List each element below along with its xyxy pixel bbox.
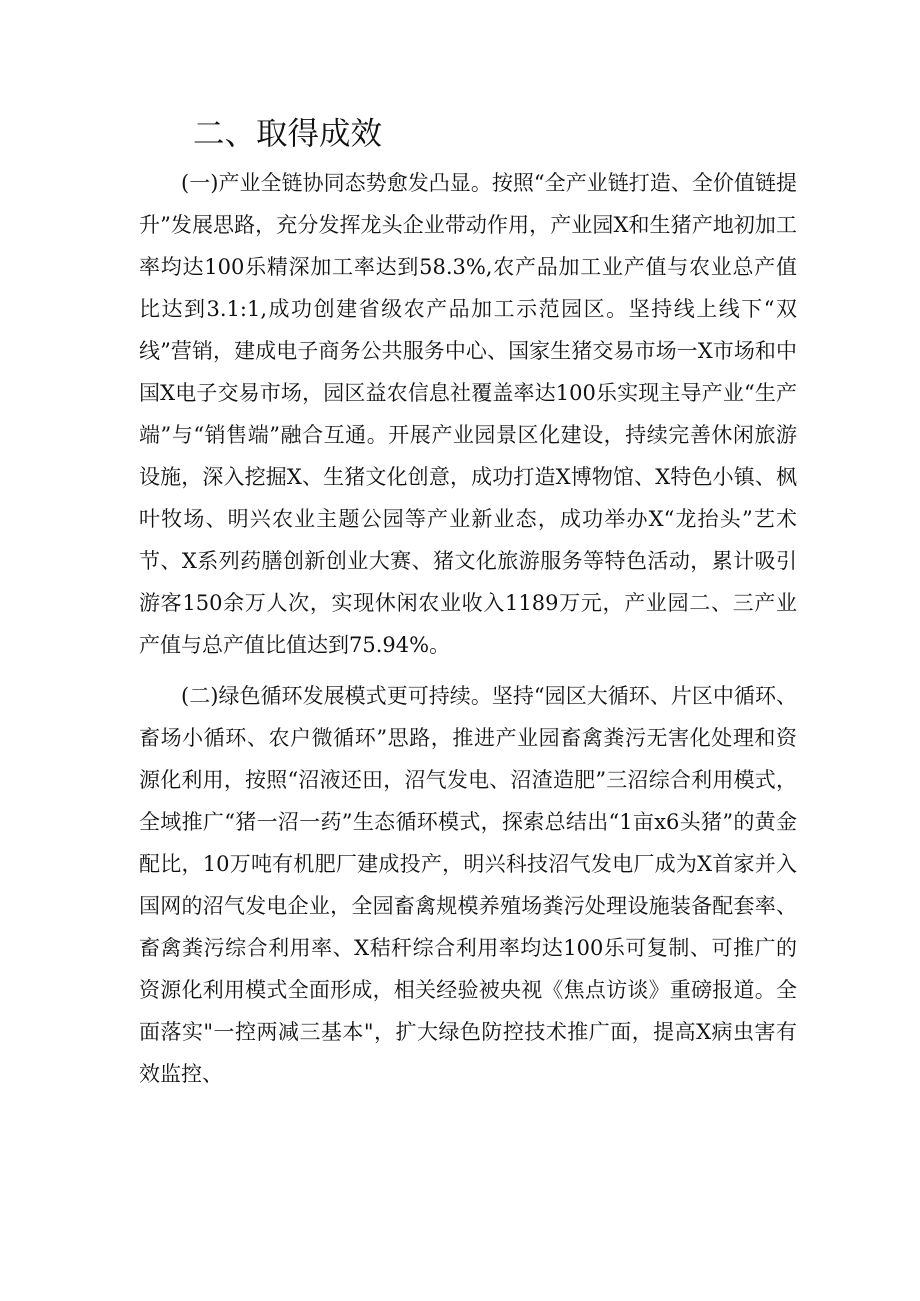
paragraph-industry-chain: (一)产业全链协同态势愈发凸显。按照“全产业链打造、全价值链提升”发展思路，充分发挥龙头企业带动作用，产业园X和生猪产地初加工率均达100乐精深加工率达到58.3%,农产品加工业产值与农业总产值比达到3.1:1,成功创建省级农产品加工示范园区。坚持线上线下“双线”营销，建成电子商务公共服务中心、国家生猪交易市场一X市场和中国X电子交易市场，园区益农信息社覆盖率达100乐实现主导产业“生产端”与“销售端”融合互通。开展产业园景区化建设，持续完善休闲旅游设施，深入挖掘X、生猪文化创意，成功打造X博物馆、X特色小镇、枫叶牧场、明兴农业主题公园等产业新业态，成功举办X“龙抬头”艺术节、X系列药膳创新创业大赛、猪文化旅游服务等特色活动，累计吸引游客150余万人次，实现休闲农业收入1189万元，产业园二、三产业产值与总产值比值达到75.94%。 xyxy=(139,171,797,657)
paragraph-green-cycle: (二)绿色循环发展模式更可持续。坚持“园区大循环、片区中循环、畜场小循环、农户微循环”思路，推进产业园畜禽粪污无害化处理和资源化利用，按照“沼液还田，沼气发电、沼渣造肥”三沼综合利用模式，全域推广“猪一沼一药”生态循环模式，探索总结出“1亩x6头猪”的黄金配比，10万吨有机肥厂建成投产，明兴科技沼气发电厂成为X首家并入国网的沼气发电企业，全园畜禽规模养殖场粪污处理设施装备配套率、畜禽粪污综合利用率、X秸秆综合利用率均达100乐可复制、可推广的资源化利用模式全面形成，相关经验被央视《焦点访谈》重磅报道。全面落实"一控两减三基本"，扩大绿色防控技术推广面，提高X病虫害有效监控、 xyxy=(139,684,797,1086)
document-body xyxy=(139,113,797,1095)
section-heading: 二、取得成效 xyxy=(193,116,383,152)
